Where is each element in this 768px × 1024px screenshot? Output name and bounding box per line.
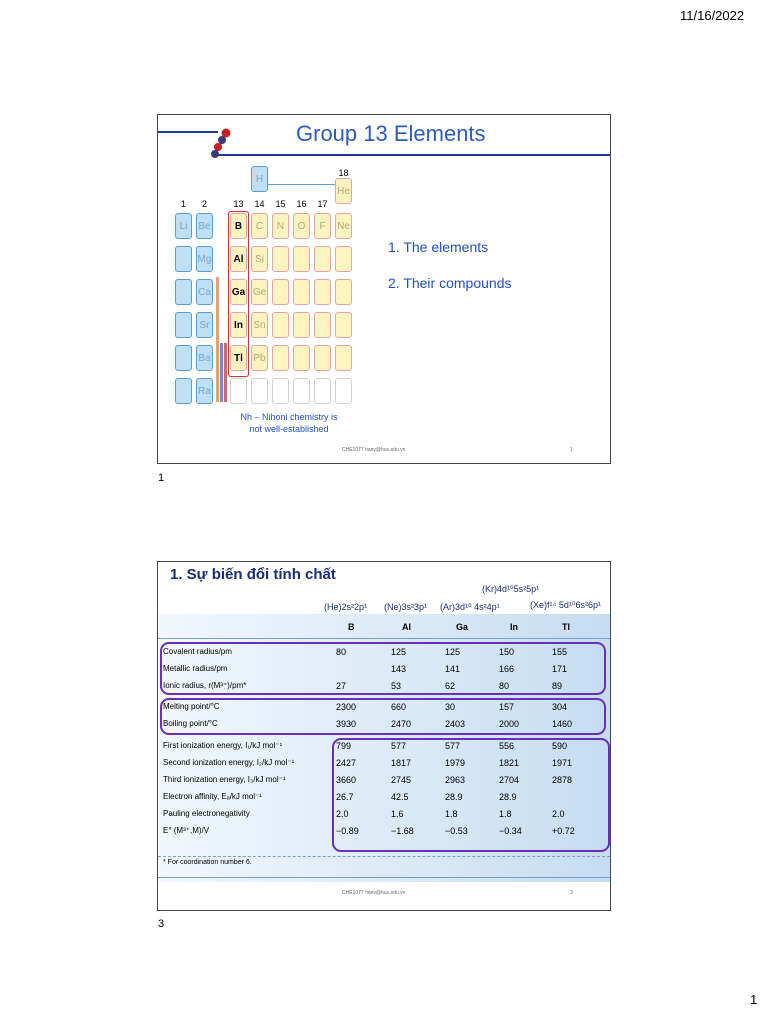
table-cell: 2427 xyxy=(336,758,357,768)
element-cell xyxy=(175,378,192,404)
row-label: First ionization energy, I₁/kJ mol⁻¹ xyxy=(163,741,283,750)
table-cell: 26.7 xyxy=(336,792,354,802)
table-cell: 143 xyxy=(391,664,407,674)
table-cell: 1817 xyxy=(391,758,412,768)
table-cell: 171 xyxy=(552,664,568,674)
element-cell: Be xyxy=(196,213,213,239)
table-cell: 141 xyxy=(445,664,461,674)
nihonium-note xyxy=(224,411,354,435)
element-cell xyxy=(272,312,289,338)
element-cell-group13: Tl xyxy=(230,345,247,371)
table-cell: 125 xyxy=(445,647,461,657)
element-cell xyxy=(335,345,352,371)
element-cell-empty xyxy=(230,378,247,404)
table-cell: 2704 xyxy=(499,775,520,785)
note-line: not well-established xyxy=(249,424,329,434)
element-cell xyxy=(293,312,310,338)
element-cell-group13: B xyxy=(230,213,247,239)
table-cell: 799 xyxy=(336,741,352,751)
slide-group-13-elements xyxy=(157,114,611,464)
table-cell: 577 xyxy=(391,741,407,751)
note-line: Nh – Nihoni chemistry is xyxy=(240,412,338,422)
row-label: Pauling electronegativity xyxy=(163,809,250,818)
table-cell: 80 xyxy=(499,681,510,691)
element-cell xyxy=(293,246,310,272)
slide-label: 1 xyxy=(158,472,165,484)
element-cell xyxy=(314,246,331,272)
table-cell: 80 xyxy=(336,647,347,657)
element-cell: Pb xyxy=(251,345,268,371)
element-cell: Si xyxy=(251,246,268,272)
table-cell: +0.72 xyxy=(552,826,575,836)
element-cell xyxy=(175,279,192,305)
connector-line xyxy=(268,184,336,185)
electron-config: (Ar)3d¹⁰ 4s²4p¹ xyxy=(440,602,500,612)
group-number: 2 xyxy=(201,199,207,209)
row-label: Metallic radius/pm xyxy=(163,664,228,673)
table-cell: 42.5 xyxy=(391,792,409,802)
row-label: Electron affinity, Eₐ/kJ mol⁻¹ xyxy=(163,792,262,801)
table-cell: 3660 xyxy=(336,775,357,785)
element-cell-empty xyxy=(272,378,289,404)
table-cell: 2403 xyxy=(445,719,466,729)
actinide-bar xyxy=(224,343,227,402)
element-cell xyxy=(175,312,192,338)
element-cell xyxy=(335,246,352,272)
element-cell xyxy=(293,279,310,305)
element-cell xyxy=(272,345,289,371)
table-cell: 1.8 xyxy=(499,809,512,819)
table-header-row xyxy=(158,614,610,639)
element-cell xyxy=(335,279,352,305)
table-cell: 125 xyxy=(391,647,407,657)
table-cell: 1971 xyxy=(552,758,573,768)
slide-footer: CHE1077 hanv@hus.edu.vn xyxy=(342,890,406,896)
element-cell: H xyxy=(251,166,268,192)
element-cell xyxy=(335,312,352,338)
slide-label: 3 xyxy=(158,918,165,930)
group-number: 17 xyxy=(317,199,328,209)
element-cell xyxy=(175,246,192,272)
element-cell: Ca xyxy=(196,279,213,305)
element-cell-empty xyxy=(314,378,331,404)
element-cell: C xyxy=(251,213,268,239)
table-cell: 166 xyxy=(499,664,515,674)
transition-metal-bar xyxy=(216,277,219,402)
element-cell xyxy=(293,345,310,371)
group-number: 1 xyxy=(180,199,186,209)
table-cell: 304 xyxy=(552,702,568,712)
element-cell: F xyxy=(314,213,331,239)
table-cell: 89 xyxy=(552,681,563,691)
element-cell: He xyxy=(335,178,352,204)
table-cell: 2.0 xyxy=(552,809,565,819)
element-cell-group13: In xyxy=(230,312,247,338)
electron-config: (Ne)3s²3p¹ xyxy=(384,602,428,612)
slide-property-trends xyxy=(157,561,611,911)
table-cell: 590 xyxy=(552,741,568,751)
group-box-temperatures xyxy=(160,698,606,735)
title-rule-right xyxy=(218,154,610,156)
table-footnote: * For coordination number 6. xyxy=(163,859,252,866)
element-cell xyxy=(314,279,331,305)
element-cell-group13: Al xyxy=(230,246,247,272)
group-box-energies xyxy=(332,738,610,852)
row-label: Ionic radius, r(M³⁺)/pm* xyxy=(163,681,247,690)
element-cell-empty xyxy=(293,378,310,404)
element-cell: Sn xyxy=(251,312,268,338)
row-label: Third ionization energy, I₃/kJ mol⁻¹ xyxy=(163,775,286,784)
table-cell: 1460 xyxy=(552,719,573,729)
group-number: 15 xyxy=(275,199,286,209)
table-cell: 1821 xyxy=(499,758,520,768)
table-cell: 556 xyxy=(499,741,515,751)
element-cell xyxy=(314,345,331,371)
group-number: 18 xyxy=(338,168,349,178)
table-cell: 28.9 xyxy=(499,792,517,802)
group13-highlight-box xyxy=(228,211,249,377)
element-cell xyxy=(314,312,331,338)
row-label: E° (M³⁺,M)/V xyxy=(163,826,210,835)
element-cell-group13: Ga xyxy=(230,279,247,305)
table-cell: 1.6 xyxy=(391,809,404,819)
table-cell: 2470 xyxy=(391,719,412,729)
group-number: 16 xyxy=(296,199,307,209)
table-cell: 660 xyxy=(391,702,407,712)
slide-number: 1 xyxy=(570,447,573,453)
table-cell: 155 xyxy=(552,647,568,657)
element-cell xyxy=(272,279,289,305)
column-header: In xyxy=(510,622,518,632)
table-cell: 30 xyxy=(445,702,456,712)
element-cell: Ne xyxy=(335,213,352,239)
table-cell: 2878 xyxy=(552,775,573,785)
table-cell: 27 xyxy=(336,681,347,691)
element-cell: Ba xyxy=(196,345,213,371)
row-label: Covalent radius/pm xyxy=(163,647,232,656)
table-cell: −0.34 xyxy=(499,826,522,836)
table-bottom-rule xyxy=(158,877,610,878)
column-header: Ga xyxy=(456,622,469,632)
table-cell: 2300 xyxy=(336,702,357,712)
table-footnote-divider xyxy=(158,856,610,857)
element-cell xyxy=(272,246,289,272)
table-cell: 28.9 xyxy=(445,792,463,802)
page-number: 1 xyxy=(750,992,758,1007)
table-cell: 2963 xyxy=(445,775,466,785)
table-cell: −0.53 xyxy=(445,826,468,836)
list-item: 1. The elements xyxy=(388,239,489,255)
element-cell xyxy=(175,345,192,371)
slide-title: Group 13 Elements xyxy=(296,121,486,146)
table-cell: 62 xyxy=(445,681,456,691)
element-cell: O xyxy=(293,213,310,239)
table-cell: −1.68 xyxy=(391,826,414,836)
table-cell: 2.0 xyxy=(336,809,349,819)
column-header: Al xyxy=(402,622,411,632)
group-box-radii xyxy=(160,642,606,695)
table-cell: −0.89 xyxy=(336,826,359,836)
table-cell: 157 xyxy=(499,702,515,712)
table-cell: 53 xyxy=(391,681,402,691)
list-item: 2. Their compounds xyxy=(388,275,512,291)
electron-config: (He)2s²2p¹ xyxy=(324,602,368,612)
table-cell: 1.8 xyxy=(445,809,458,819)
table-cell: 1979 xyxy=(445,758,466,768)
element-cell-empty xyxy=(335,378,352,404)
slide-title: 1. Sự biến đổi tính chất xyxy=(170,566,336,583)
table-cell: 2745 xyxy=(391,775,412,785)
element-cell: Ge xyxy=(251,279,268,305)
electron-config: (Xe)f¹⁴ 5d¹⁰6s²6p¹ xyxy=(530,600,601,610)
molecule-icon xyxy=(208,125,238,159)
element-cell: Li xyxy=(175,213,192,239)
table-cell: 2000 xyxy=(499,719,520,729)
row-label: Melting point/°C xyxy=(163,702,220,711)
table-cell: 150 xyxy=(499,647,515,657)
element-cell: N xyxy=(272,213,289,239)
slide-footer: CHE1077 hanv@hus.edu.vn xyxy=(342,447,406,453)
group-number: 13 xyxy=(233,199,244,209)
element-cell-empty xyxy=(251,378,268,404)
element-cell: Sr xyxy=(196,312,213,338)
group-number: 14 xyxy=(254,199,265,209)
row-label: Second ionization energy, I₂/kJ mol⁻¹ xyxy=(163,758,295,767)
element-cell: Ra xyxy=(196,378,213,404)
electron-config: (Kr)4d¹⁰5s²5p¹ xyxy=(482,584,540,594)
lanthanide-bar xyxy=(220,343,223,402)
table-cell: 3930 xyxy=(336,719,357,729)
column-header: B xyxy=(348,622,355,632)
table-cell: 577 xyxy=(445,741,461,751)
page-date: 11/16/2022 xyxy=(680,8,745,23)
column-header: Tl xyxy=(562,622,570,632)
slide-number: 3 xyxy=(570,890,573,896)
row-label: Boiling point/°C xyxy=(163,719,218,728)
element-cell: Mg xyxy=(196,246,213,272)
